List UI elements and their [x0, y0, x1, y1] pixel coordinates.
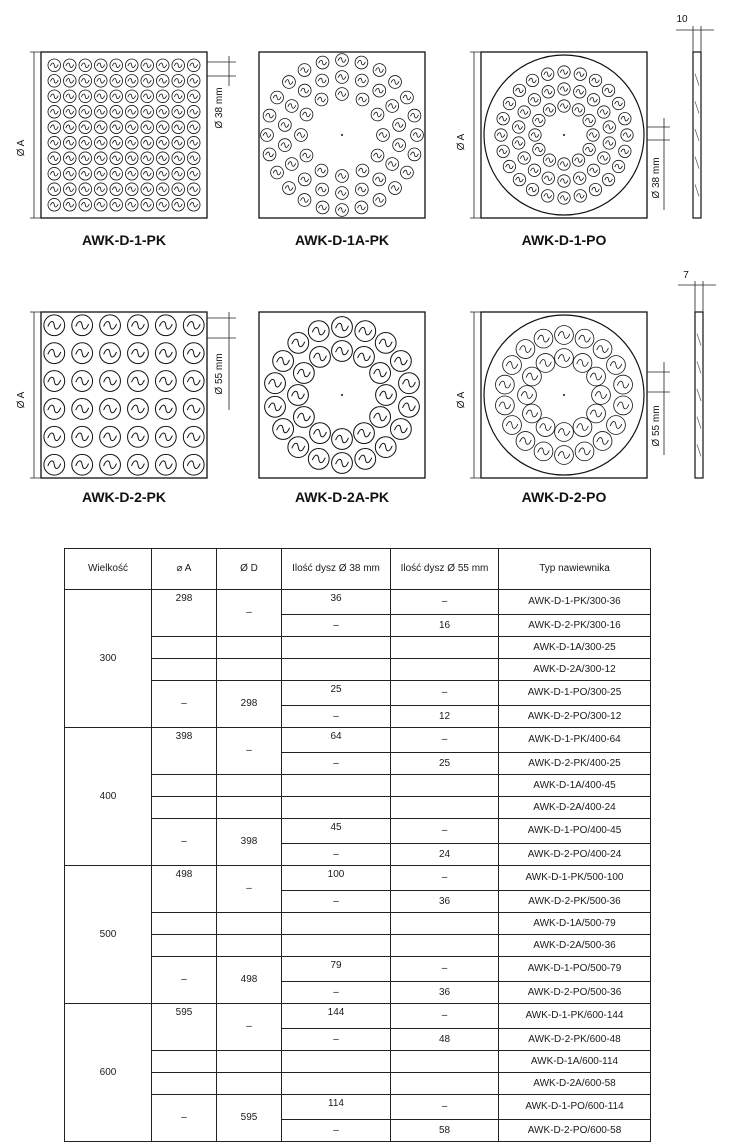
- dim-a-label: Ø A: [16, 139, 27, 157]
- type-cell: AWK-D-1-PO/500-79: [499, 957, 651, 982]
- type-cell: AWK-D-1-PK/600-144: [499, 1004, 651, 1029]
- nozzles-38-cell: –: [282, 1120, 391, 1142]
- a-cell: –: [152, 819, 217, 866]
- center-mark: [341, 394, 343, 396]
- header-nozzles-38: Ilość dysz Ø 38 mm: [282, 549, 391, 590]
- table-row: [65, 659, 651, 681]
- d-cell: [217, 1073, 282, 1095]
- nozzles-38-cell: [282, 1051, 391, 1073]
- d-cell: 498: [217, 957, 282, 1004]
- nozzles-55-cell: 36: [391, 891, 499, 913]
- d-cell: –: [217, 728, 282, 775]
- type-cell: AWK-D-2-PO/400-24: [499, 844, 651, 866]
- square-circle-plate: [259, 52, 425, 218]
- table-row: [65, 913, 651, 935]
- a-cell: [152, 1073, 217, 1095]
- type-cell: AWK-D-1-PK/400-64: [499, 728, 651, 753]
- table-row: [65, 1004, 651, 1029]
- center-mark: [563, 134, 565, 136]
- dimension-line: [470, 52, 481, 218]
- size-cell: 600: [65, 1004, 152, 1142]
- nozzles-55-cell: [391, 1073, 499, 1095]
- dimension-line: [470, 312, 481, 478]
- nozzles-55-cell: 16: [391, 615, 499, 637]
- dimension-line: [30, 312, 41, 478]
- dim-nozzle-label: Ø 55 mm: [651, 405, 662, 447]
- nozzles-55-cell: [391, 659, 499, 681]
- nozzles-38-cell: 100: [282, 866, 391, 891]
- header-d: Ø D: [217, 549, 282, 590]
- plate-drawings-layer: [41, 52, 703, 478]
- specification-table: [64, 548, 651, 1142]
- nozzles-38-cell: 144: [282, 1004, 391, 1029]
- a-cell: [152, 935, 217, 957]
- a-cell: [152, 775, 217, 797]
- nozzles-38-cell: 79: [282, 957, 391, 982]
- type-cell: AWK-D-2-PO/300-12: [499, 706, 651, 728]
- nozzles-38-cell: [282, 797, 391, 819]
- dim-a-label: Ø A: [456, 391, 467, 409]
- nozzles-38-cell: –: [282, 844, 391, 866]
- side-view-thickness: 7: [683, 270, 689, 281]
- type-cell: AWK-D-1A/600-114: [499, 1051, 651, 1073]
- product-drawings: [0, 0, 744, 530]
- a-cell: [152, 659, 217, 681]
- d-cell: –: [217, 590, 282, 637]
- nozzles-38-cell: 114: [282, 1095, 391, 1120]
- type-cell: AWK-D-2-PO/500-36: [499, 982, 651, 1004]
- a-cell: 498: [152, 866, 217, 913]
- nozzles-55-cell: 48: [391, 1029, 499, 1051]
- type-cell: AWK-D-2-PK/400-25: [499, 753, 651, 775]
- round-plate: [481, 52, 647, 218]
- table-row: [65, 797, 651, 819]
- type-cell: AWK-D-2A/600-58: [499, 1073, 651, 1095]
- nozzles-55-cell: 58: [391, 1120, 499, 1142]
- d-cell: 398: [217, 819, 282, 866]
- d-cell: [217, 797, 282, 819]
- size-cell: 500: [65, 866, 152, 1004]
- dim-nozzle-label: Ø 38 mm: [214, 87, 225, 129]
- d-cell: [217, 1051, 282, 1073]
- caption-awk-d-1a-pk: AWK-D-1A-PK: [294, 232, 390, 248]
- header-size: Wielkość: [65, 549, 152, 590]
- nozzles-55-cell: –: [391, 590, 499, 615]
- caption-awk-d-1-po: AWK-D-1-PO: [521, 232, 607, 248]
- type-cell: AWK-D-1-PK/300-36: [499, 590, 651, 615]
- dimension-line: [676, 26, 714, 52]
- nozzles-38-cell: 25: [282, 681, 391, 706]
- type-cell: AWK-D-2-PK/300-16: [499, 615, 651, 637]
- dim-a-label: Ø A: [16, 391, 27, 409]
- table-row: [65, 1095, 651, 1120]
- header-nozzles-55: Ilość dysz Ø 55 mm: [391, 549, 499, 590]
- d-cell: [217, 913, 282, 935]
- nozzles-38-cell: 45: [282, 819, 391, 844]
- nozzles-55-cell: –: [391, 1095, 499, 1120]
- nozzles-55-cell: [391, 935, 499, 957]
- d-cell: [217, 775, 282, 797]
- a-cell: 298: [152, 590, 217, 637]
- side-view: [695, 312, 703, 478]
- dim-a-label: Ø A: [456, 133, 467, 151]
- nozzles-38-cell: [282, 775, 391, 797]
- a-cell: [152, 1051, 217, 1073]
- table-row: [65, 681, 651, 706]
- nozzles-55-cell: 24: [391, 844, 499, 866]
- type-cell: AWK-D-2-PK/600-48: [499, 1029, 651, 1051]
- table-row: [65, 637, 651, 659]
- table-row: [65, 728, 651, 753]
- type-cell: AWK-D-1-PK/500-100: [499, 866, 651, 891]
- nozzles-55-cell: 25: [391, 753, 499, 775]
- caption-awk-d-2-pk: AWK-D-2-PK: [82, 489, 166, 505]
- type-cell: AWK-D-1A/500-79: [499, 913, 651, 935]
- side-view-thickness: 10: [676, 14, 688, 25]
- table-row: [65, 935, 651, 957]
- type-cell: AWK-D-2A/400-24: [499, 797, 651, 819]
- caption-awk-d-1-pk: AWK-D-1-PK: [82, 232, 166, 248]
- nozzles-38-cell: 64: [282, 728, 391, 753]
- d-cell: 595: [217, 1095, 282, 1142]
- a-cell: [152, 913, 217, 935]
- nozzles-55-cell: [391, 775, 499, 797]
- square-grid-plate: [41, 312, 207, 478]
- nozzles-38-cell: 36: [282, 590, 391, 615]
- table-row: [65, 1051, 651, 1073]
- a-cell: –: [152, 957, 217, 1004]
- nozzles-38-cell: [282, 1073, 391, 1095]
- header-a: ⌀ A: [152, 549, 217, 590]
- nozzles-55-cell: –: [391, 957, 499, 982]
- caption-awk-d-2-po: AWK-D-2-PO: [521, 489, 607, 505]
- table-body: [65, 590, 651, 1142]
- side-view: [693, 52, 701, 218]
- square-circle-plate: [259, 312, 425, 478]
- nozzles-38-cell: –: [282, 891, 391, 913]
- nozzles-55-cell: [391, 1051, 499, 1073]
- nozzles-55-cell: 12: [391, 706, 499, 728]
- table-header-row: [65, 549, 651, 590]
- a-cell: –: [152, 1095, 217, 1142]
- size-cell: 400: [65, 728, 152, 866]
- caption-awk-d-2a-pk: AWK-D-2A-PK: [294, 489, 390, 505]
- dim-nozzle-label: Ø 55 mm: [214, 353, 225, 395]
- nozzles-38-cell: –: [282, 982, 391, 1004]
- nozzles-55-cell: [391, 637, 499, 659]
- a-cell: 595: [152, 1004, 217, 1051]
- dimension-line: [207, 56, 236, 86]
- nozzles-38-cell: –: [282, 1029, 391, 1051]
- type-cell: AWK-D-1-PO/300-25: [499, 681, 651, 706]
- nozzles-55-cell: 36: [391, 982, 499, 1004]
- a-cell: [152, 637, 217, 659]
- table-row: [65, 819, 651, 844]
- d-cell: [217, 659, 282, 681]
- center-mark: [563, 394, 565, 396]
- type-cell: AWK-D-1-PO/600-114: [499, 1095, 651, 1120]
- nozzles-38-cell: [282, 659, 391, 681]
- dimension-line: [30, 52, 41, 218]
- nozzles-55-cell: –: [391, 866, 499, 891]
- nozzles-55-cell: [391, 913, 499, 935]
- nozzles-38-cell: –: [282, 706, 391, 728]
- dimension-line: [678, 281, 716, 312]
- d-cell: –: [217, 1004, 282, 1051]
- nozzles-55-cell: –: [391, 1004, 499, 1029]
- d-cell: [217, 935, 282, 957]
- table-row: [65, 590, 651, 615]
- header-type: Typ nawiewnika: [499, 549, 651, 590]
- d-cell: 298: [217, 681, 282, 728]
- nozzles-55-cell: –: [391, 681, 499, 706]
- nozzles-38-cell: [282, 637, 391, 659]
- nozzles-38-cell: [282, 913, 391, 935]
- square-grid-plate: [41, 52, 207, 218]
- a-cell: 398: [152, 728, 217, 775]
- table-row: [65, 866, 651, 891]
- type-cell: AWK-D-1A/300-25: [499, 637, 651, 659]
- nozzles-55-cell: [391, 797, 499, 819]
- table-row: [65, 775, 651, 797]
- size-cell: 300: [65, 590, 152, 728]
- type-cell: AWK-D-1-PO/400-45: [499, 819, 651, 844]
- dim-nozzle-label: Ø 38 mm: [651, 157, 662, 199]
- nozzles-55-cell: –: [391, 819, 499, 844]
- nozzles-38-cell: [282, 935, 391, 957]
- d-cell: –: [217, 866, 282, 913]
- table-row: [65, 957, 651, 982]
- type-cell: AWK-D-2A/500-36: [499, 935, 651, 957]
- d-cell: [217, 637, 282, 659]
- diameter-square-icon: ⌀: [176, 563, 183, 574]
- nozzles-55-cell: –: [391, 728, 499, 753]
- type-cell: AWK-D-2-PO/600-58: [499, 1120, 651, 1142]
- center-mark: [341, 134, 343, 136]
- nozzles-38-cell: –: [282, 753, 391, 775]
- type-cell: AWK-D-2A/300-12: [499, 659, 651, 681]
- round-plate: [481, 312, 647, 478]
- table-row: [65, 1073, 651, 1095]
- a-cell: [152, 797, 217, 819]
- a-cell: –: [152, 681, 217, 728]
- nozzles-38-cell: –: [282, 615, 391, 637]
- type-cell: AWK-D-1A/400-45: [499, 775, 651, 797]
- type-cell: AWK-D-2-PK/500-36: [499, 891, 651, 913]
- plate-outline: [41, 312, 207, 478]
